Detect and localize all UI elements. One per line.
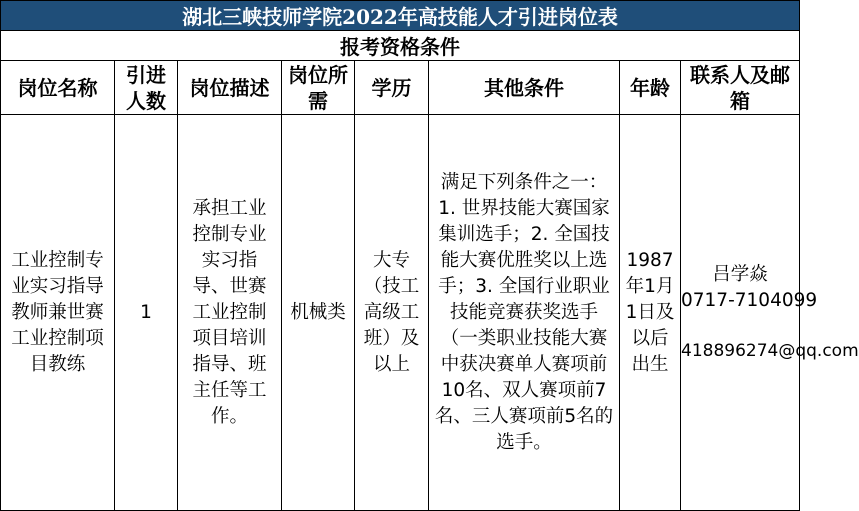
header-education: 学历 bbox=[355, 61, 429, 115]
cell-contact bbox=[681, 115, 859, 511]
header-contact: 联系人及邮箱 bbox=[681, 61, 800, 115]
header-other: 其他条件 bbox=[429, 61, 620, 115]
contact-phone: 0717-7104099 bbox=[681, 289, 818, 311]
header-required: 岗位所需 bbox=[282, 61, 355, 115]
cell-required: 机械类 bbox=[282, 115, 355, 511]
cell-education: 大专（技工高级工班）及以上 bbox=[355, 115, 429, 511]
header-description: 岗位描述 bbox=[178, 61, 282, 115]
cell-description: 承担工业控制专业实习指导、世赛工业控制项目培训指导、班主任等工作。 bbox=[178, 115, 282, 511]
header-age: 年龄 bbox=[620, 61, 681, 115]
header-position-name: 岗位名称 bbox=[1, 61, 115, 115]
contact-email: 418896274@qq.com bbox=[681, 340, 859, 361]
title-row bbox=[1, 1, 800, 31]
cell-age: 1987年1月1日及以后出生 bbox=[620, 115, 681, 511]
condition-header: 报考资格条件 bbox=[1, 31, 800, 61]
contact-gap bbox=[681, 314, 799, 338]
column-header-row bbox=[1, 61, 800, 115]
table-title: 湖北三峡技师学院2022年高技能人才引进岗位表 bbox=[1, 1, 800, 31]
table-row bbox=[1, 115, 800, 511]
contact-name: 吕学焱 bbox=[712, 263, 768, 285]
cell-count: 1 bbox=[115, 115, 178, 511]
condition-header-row bbox=[1, 31, 800, 61]
cell-other-conditions: 满足下列条件之一：1. 世界技能大赛国家集训选手；2. 全国技能大赛优胜奖以上选手；3. 全国行业职业技能竞赛获奖选手（一类职业技能大赛中获决赛单人赛项前10名、双人赛项前7名、三人赛项前5名的选手。 bbox=[429, 115, 620, 511]
cell-position-name: 工业控制专业实习指导教师兼世赛工业控制项目教练 bbox=[1, 115, 115, 511]
header-count: 引进人数 bbox=[115, 61, 178, 115]
